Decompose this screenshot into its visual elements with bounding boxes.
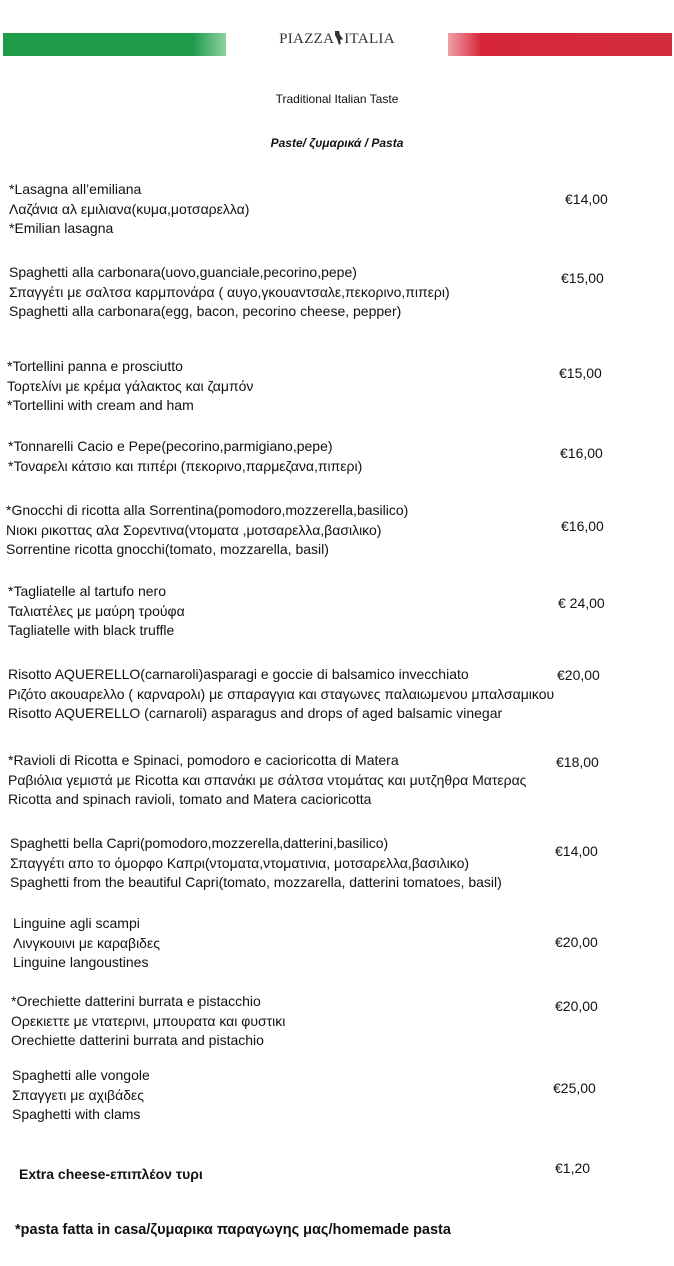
item-price: €20,00	[555, 934, 598, 950]
flag-bar-green	[3, 33, 226, 56]
item-line: Tagliatelle with black truffle	[8, 622, 175, 638]
item-price: €18,00	[556, 754, 599, 770]
menu-item-orechiette	[11, 992, 285, 1051]
item-line: Σπαγγετι με αχιβάδες	[12, 1086, 144, 1103]
item-line: Ορεκιεττε με ντατερινι, μπουρατα και φυστικι	[11, 1012, 286, 1029]
item-line: *Tonnarelli Cacio e Pepe(pecorino,parmigiano,pepe)	[8, 438, 333, 454]
item-line: Spaghetti bella Capri(pomodoro,mozzerella,datterini,basilico)	[10, 835, 389, 851]
item-line: Ricotta and spinach ravioli, tomato and Matera cacioricotta	[8, 791, 372, 807]
item-price: €16,00	[561, 518, 604, 534]
item-price: €25,00	[553, 1080, 596, 1096]
extra-cheese-label: Extra cheese-επιπλέον τυρι	[19, 1166, 203, 1182]
item-price: €16,00	[560, 445, 603, 461]
menu-item-risotto	[8, 665, 554, 724]
item-line: Sorrentine ricotta gnocchi(tomato, mozzarella, basil)	[6, 541, 329, 557]
homemade-pasta-note: *pasta fatta in casa/ζυμαρικα παραγωγης μας/homemade pasta	[15, 1222, 451, 1238]
item-line: Risotto AQUERELLO(carnaroli)asparagi e goccie di balsamico invecchiato	[8, 666, 469, 682]
item-line: Νιοκι ρικοττας αλα Σορεντινα(ντοματα ,μοτσαρελλα,βασιλικο)	[6, 521, 382, 538]
menu-item-ravioli	[8, 751, 526, 810]
menu-item-tonnarelli	[8, 437, 362, 476]
item-price: €14,00	[555, 843, 598, 859]
menu-item-carbonara	[9, 263, 450, 322]
item-line: *Gnocchi di ricotta alla Sorrentina(pomodoro,mozzerella,basilico)	[6, 502, 409, 518]
logo-text-left: PIAZZA	[279, 31, 335, 47]
item-line: Spaghetti alla carbonara(uovo,guanciale,pecorino,pepe)	[9, 264, 357, 280]
item-price: €15,00	[559, 365, 602, 381]
item-line: Τορτελίνι με κρέμα γάλακτος και ζαμπόν	[7, 377, 254, 394]
flag-bar-red	[448, 33, 672, 56]
item-line: *Tortellini panna e prosciutto	[7, 358, 183, 374]
item-line: *Emilian lasagna	[9, 220, 114, 236]
item-line: *Τοναρελι κάτσιο και πιπέρι (πεκορινο,παρμεζανα,πιπερι)	[8, 457, 363, 474]
item-line: Ριζότο ακουαρελλο ( καρναρολι) με σπαραγγια και σταγωνες παλαιωμενου μπαλσαμικου	[8, 685, 555, 702]
item-line: Risotto AQUERELLO (carnaroli) asparagus and drops of aged balsamic vinegar	[8, 705, 503, 721]
logo-text-right: ITALIA	[344, 31, 395, 47]
item-line: *Lasagna all’emiliana	[9, 181, 142, 197]
item-price: € 24,00	[558, 595, 605, 611]
menu-item-tagliatelle	[8, 582, 185, 641]
item-price: €15,00	[561, 270, 604, 286]
item-line: Spaghetti with clams	[12, 1106, 141, 1122]
menu-item-capri	[10, 834, 502, 893]
item-price: €20,00	[557, 667, 600, 683]
item-line: *Ravioli di Ricotta e Spinaci, pomodoro e cacioricotta di Matera	[8, 752, 399, 768]
item-line: *Tortellini with cream and ham	[7, 397, 194, 413]
menu-item-lasagna	[9, 180, 249, 239]
item-line: Spaghetti alle vongole	[12, 1067, 150, 1083]
item-line: Ταλιατέλες με μαύρη τρούφα	[8, 602, 185, 619]
italy-boot-icon	[334, 31, 344, 45]
menu-item-vongole	[12, 1066, 150, 1125]
item-line: Ραβιόλια γεμιστά με Ricotta και σπανάκι με σάλτσα ντομάτας και μυτζηθρα Ματερας	[8, 771, 527, 788]
extra-cheese-price: €1,20	[555, 1160, 591, 1176]
item-line: Λινγκουινι με καραβιδες	[13, 934, 160, 951]
item-line: Spaghetti alla carbonara(egg, bacon, pecorino cheese, pepper)	[9, 303, 402, 319]
restaurant-logo	[226, 31, 448, 48]
section-title: Paste/ ζυμαρικά / Pasta	[270, 136, 404, 150]
item-line: Λαζάνια αλ εμιλιανα(κυμα,μοτσαρελλα)	[9, 200, 250, 217]
item-price: €20,00	[555, 998, 598, 1014]
item-line: Linguine langoustines	[13, 954, 149, 970]
item-price: €14,00	[565, 191, 608, 207]
item-line: Spaghetti from the beautiful Capri(tomato, mozzarella, datterini tomatoes, basil)	[10, 874, 502, 890]
menu-item-gnocchi	[6, 501, 408, 560]
item-line: *Orechiette datterini burrata e pistacchio	[11, 993, 261, 1009]
tagline: Traditional Italian Taste	[275, 92, 399, 106]
item-line: *Tagliatelle al tartufo nero	[8, 583, 166, 599]
item-line: Σπαγγέτι με σαλτσα καρμπονάρα ( αυγο,γκουαντσαλε,πεκορινο,πιπερι)	[9, 283, 450, 300]
item-line: Orechiette datterini burrata and pistachio	[11, 1032, 264, 1048]
item-line: Linguine agli scampi	[13, 915, 140, 931]
item-line: Σπαγγέτι απο το όμορφο Καπρι(ντοματα,ντοματινια, μοτσαρελλα,βασιλικο)	[10, 854, 470, 871]
menu-item-tortellini	[7, 357, 253, 416]
menu-item-linguine	[13, 914, 160, 973]
